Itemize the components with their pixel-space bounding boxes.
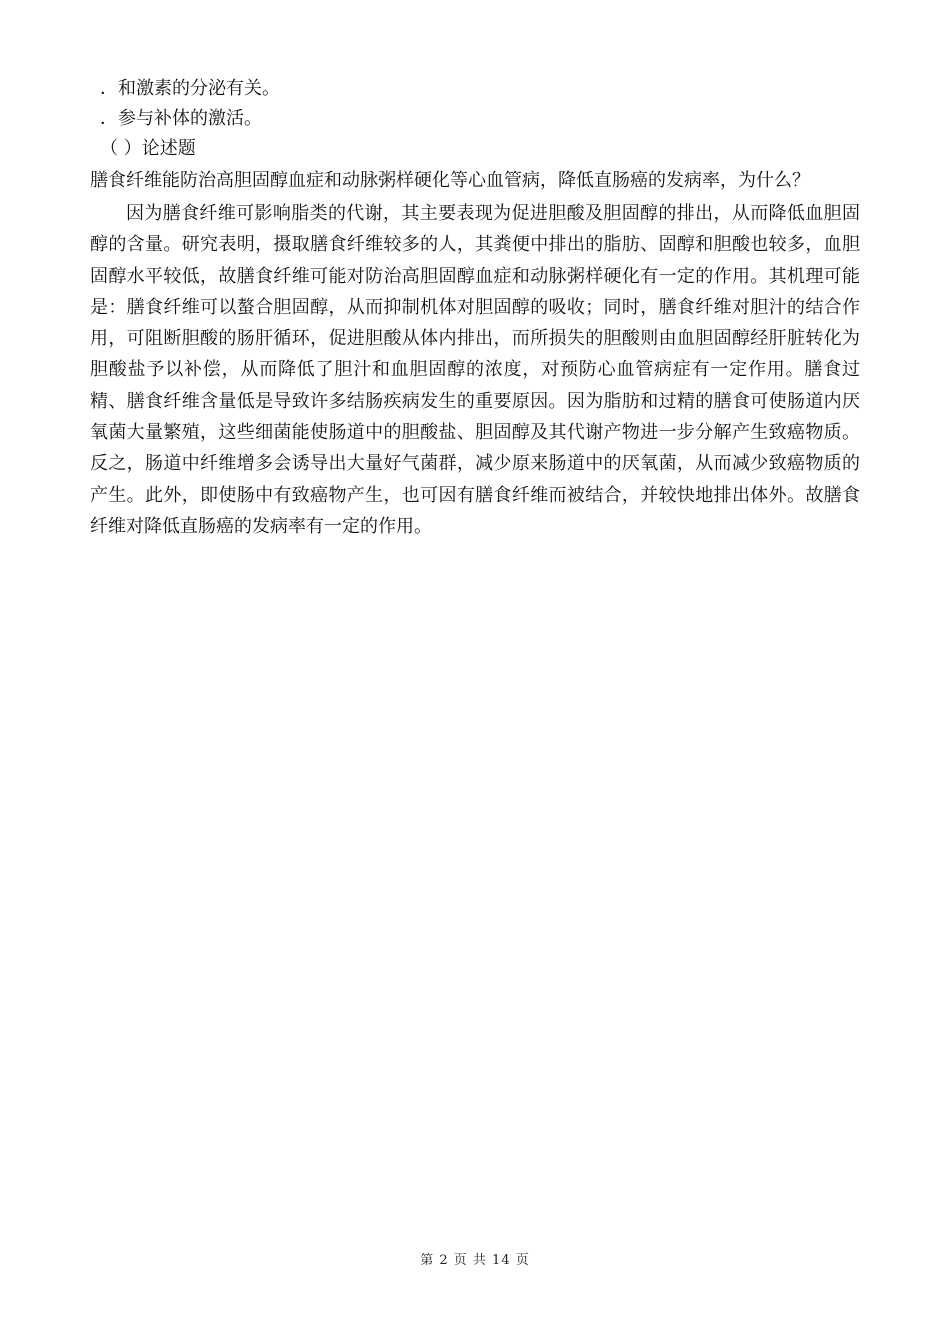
section-heading: （ ）论述题 [100, 138, 196, 159]
page-content [90, 74, 860, 542]
page-footer: 第 2 页 共 14 页 [420, 1253, 530, 1268]
answer-paragraph: 因为膳食纤维可影响脂类的代谢，其主要表现为促进胆酸及胆固醇的排出，从而降低血胆固醇的含量。研究表明，摄取膳食纤维较多的人，其粪便中排出的脂肪、固醇和胆酸也较多，血胆固醇水平较低，故膳食纤维可能对防治高胆固醇血症和动脉粥样硬化有一定的作用。其机理可能是：膳食纤维可以螯合胆固醇，从而抑制机体对胆固醇的吸收；同时，膳食纤维对胆汁的结合作用，可阻断胆酸的肠肝循环，促进胆酸从体内排出，而所损失的胆酸则由血胆固醇经肝脏转化为胆酸盐予以补偿，从而降低了胆汁和血胆固醇的浓度，对预防心血管病症有一定作用。膳食过精、膳食纤维含量低是导致许多结肠疾病发生的重要原因。因为脂肪和过精的膳食可使肠道内厌氧菌大量繁殖，这些细菌能使肠道中的胆酸盐、胆固醇及其代谢产物进一步分解产生致癌物质。反之，肠道中纤维增多会诱导出大量好气菌群，减少原来肠道中的厌氧菌，从而减少致癌物质的产生。此外，即使肠中有致癌物产生，也可因有膳食纤维而被结合，并较快地排出体外。故膳食纤维对降低直肠癌的发病率有一定的作用。 [90, 203, 860, 537]
option-item: ．和激素的分泌有关。 [100, 78, 280, 99]
question-text: 膳食纤维能防治高胆固醇血症和动脉粥样硬化等心血管病，降低直肠癌的发病率，为什么？ [90, 170, 810, 191]
option-item: ．参与补体的激活。 [100, 108, 262, 129]
